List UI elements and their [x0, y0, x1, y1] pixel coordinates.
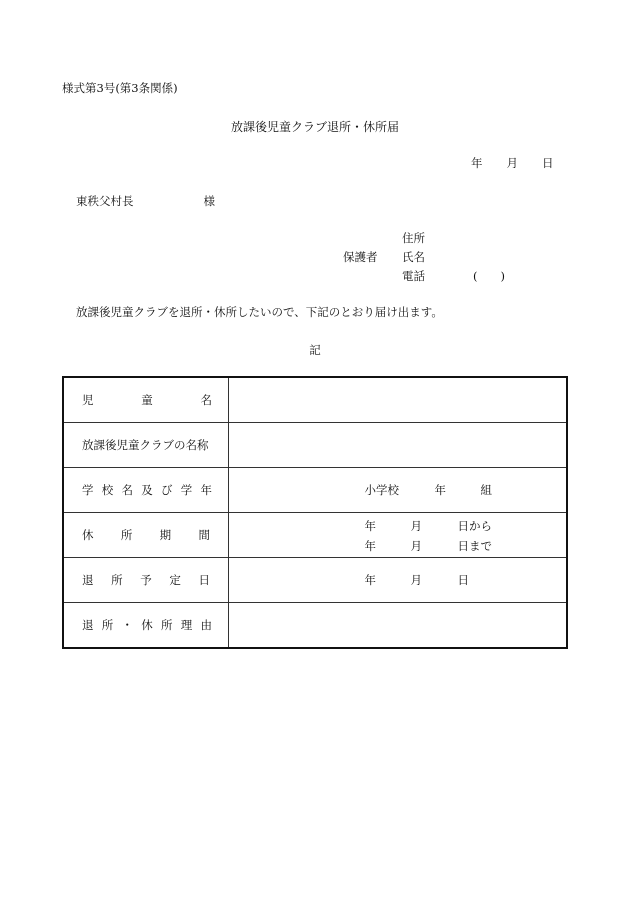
field-reason[interactable]: [228, 603, 567, 649]
guardian-address-label: 住所: [402, 231, 425, 245]
form-number: 様式第3号(第3条関係): [62, 81, 178, 95]
label-char: 所: [101, 618, 114, 632]
label-char: 所: [120, 528, 133, 542]
addressee: [76, 193, 215, 209]
guardian-phone-paren: ( ): [473, 269, 505, 283]
label-char: 童: [141, 393, 153, 407]
label-child-name: [63, 377, 228, 423]
label-char: 由: [200, 618, 212, 632]
period-from-year: 年: [364, 519, 376, 533]
period-to-year: 年: [364, 539, 376, 553]
row-club-name: [63, 423, 567, 468]
intro-text: 放課後児童クラブを退所・休所したいので、下記のとおり届け出ます。: [76, 305, 443, 319]
label-char: 休: [141, 618, 153, 632]
form-table: [62, 376, 568, 649]
school-class-suffix: 組: [480, 483, 492, 497]
guardian-name-label: 氏名: [402, 250, 425, 264]
label-school: [63, 468, 228, 513]
date-year: 年: [471, 156, 483, 170]
period-to-day: 日まで: [457, 539, 492, 553]
row-reason: [63, 603, 567, 649]
label-char: 予: [140, 573, 152, 587]
label-char: ・: [121, 618, 133, 632]
withdrawal-month: 月: [410, 573, 422, 587]
field-school[interactable]: [228, 468, 567, 513]
period-to-month: 月: [410, 539, 422, 553]
ki-heading: 記: [309, 343, 321, 357]
label-char: 期: [159, 528, 172, 542]
withdrawal-day: 日: [457, 573, 469, 587]
label-char: 所: [161, 618, 173, 632]
label-char: 名: [121, 483, 133, 497]
label-char: 年: [200, 483, 212, 497]
label-reason: [63, 603, 228, 649]
row-school: [63, 468, 567, 513]
field-child-name[interactable]: [228, 377, 567, 423]
label-char: 退: [82, 573, 94, 587]
label-char: 及: [141, 483, 153, 497]
label-absence-period: [63, 513, 228, 558]
addressee-name: 東秩父村長: [76, 194, 134, 208]
school-year-suffix: 年: [434, 483, 446, 497]
row-withdrawal-date: [63, 558, 567, 603]
form-title: 放課後児童クラブ退所・休所届: [230, 120, 399, 134]
guardian-label: 保護者: [343, 250, 378, 264]
submission-date: [471, 155, 554, 171]
label-char: 校: [101, 483, 114, 497]
period-from-day: 日から: [457, 519, 492, 533]
field-club-name[interactable]: [228, 423, 567, 468]
withdrawal-year: 年: [364, 573, 376, 587]
date-day: 日: [542, 156, 554, 170]
label-char: 所: [111, 573, 123, 587]
date-month: 月: [506, 156, 518, 170]
label-char: び: [161, 483, 173, 497]
label-char: 児: [82, 393, 94, 407]
label-char: 定: [169, 573, 181, 587]
row-child-name: [63, 377, 567, 423]
label-char: 休: [82, 528, 94, 542]
label-char: 学: [82, 483, 94, 497]
label-char: 日: [198, 573, 210, 587]
label-char: 名: [200, 393, 212, 407]
label-char: 間: [198, 528, 210, 542]
label-char: 理: [180, 618, 193, 632]
label-char: 退: [82, 618, 94, 632]
label-char: 学: [180, 483, 193, 497]
label-club-name: 放課後児童クラブの名称: [63, 423, 228, 468]
period-from-month: 月: [410, 519, 422, 533]
school-suffix: 小学校: [364, 483, 399, 497]
addressee-honorific: 様: [203, 194, 215, 208]
field-absence-period[interactable]: [228, 513, 567, 558]
guardian-phone-label: 電話: [402, 269, 425, 283]
row-absence-period: [63, 513, 567, 558]
label-withdrawal-date: [63, 558, 228, 603]
field-withdrawal-date[interactable]: [228, 558, 567, 603]
